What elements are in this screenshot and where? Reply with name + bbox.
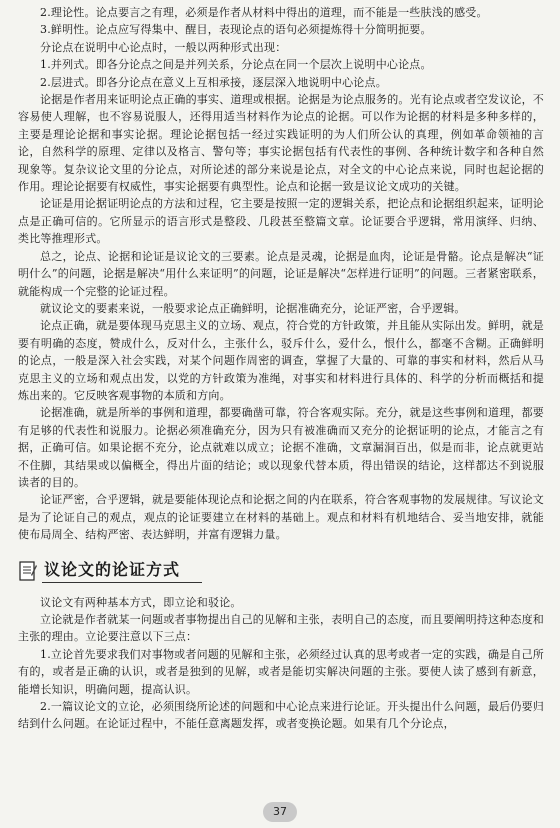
paragraph: 就议论文的要素来说，一般要求论点正确鲜明，论据准确充分，论证严密，合乎逻辑。 [40, 301, 466, 315]
paragraph: 论据是作者用来证明论点正确的事实、道理或根据。论据是为论点服务的。光有论点或者空发议论，不容易使人理解，也不容易说服人，还得用适当材料作为论点的论据。可以作为论据的材料是多种多样的，主要是理论论据和事实论据。理论论据包括一经过实践证明的为人们所公认的真理，例如革命领袖的言论，自然科学的原理、定律以及格言、警句等；事实论据包括有代表性的事例、各种统计数字和各种自然现象等。复杂议论文里的分论点，对所论述的部分来说是论点，对全文的中心论点来说，同时也起论据的作用。理论论据要有权威性，事实论据要有典型性。论点和论据一致是议论文成功的关键。 [18, 93, 544, 194]
paragraph: 1.立论首先要求我们对事物或者问题的见解和主张，必须经过认真的思考或者一定的实践，确是自己所有的，或者是正确的认识，或者是独到的见解，或者是能切实解决问题的主张。要使人读了感到有新意，能增长知识，明确问题，提高认识。 [18, 647, 544, 696]
paragraph: 1.并列式。即各分论点之间是并列关系，分论点在同一个层次上说明中心论点。 [40, 58, 432, 72]
paragraph: 总之，论点、论据和论证是议论文的三要素。论点是灵魂，论据是血肉，论证是骨骼。论点是解决“证明什么”的问题，论据是解决“用什么来证明”的问题，论证是解决“怎样进行证明”的问题。三者紧密联系，就能构成一个完整的论证过程。 [18, 249, 544, 298]
paragraph: 论证严密，合乎逻辑，就是要能体现论点和论据之间的内在联系，符合客观事物的发展规律。写议论文是为了论证自己的观点，观点的论证要建立在材料的基础上。观点和材料有机地结合、妥当地安排，就能使布局周全、结构严密、表达鲜明，并富有逻辑力量。 [18, 493, 544, 542]
paragraph: 2.理论性。论点要言之有理，必须是作者从材料中得出的道理，而不能是一些肤浅的感受。 [40, 6, 488, 19]
notebook-icon [18, 560, 38, 582]
paragraph: 3.鲜明性。论点应写得集中、醒目，表现论点的语句必须提炼得十分简明扼要。 [40, 23, 432, 37]
section-title: 议论文的论证方式 [44, 559, 181, 579]
paragraph: 论点正确，就是要体现马克思主义的立场、观点，符合党的方针政策，并且能从实际出发。鲜明，就是要有明确的态度，赞成什么，反对什么，主张什么，驳斥什么，爱什么，恨什么，都毫不含糊。正确鲜明的论点，一般是深入社会实践，对某个问题作周密的调查，掌握了大量的、可靠的事实和材料，然后从马克思主义的立场和观点出发，以党的方针政策为准绳，对事实和材料进行具体的、科学的分析而概括和提炼出来的。它反映客观事物的本质和方向。 [18, 319, 544, 402]
paragraph: 2.一篇议论文的立论，必须围绕所论述的问题和中心论点来进行论证。开头提出什么问题，最后仍要归结到什么问题。在论证过程中，不能任意离题发挥，或者变换论题。如果有几个分论点， [18, 700, 544, 731]
page-number: 37 [263, 802, 297, 822]
paragraph: 2.层进式。即各分论点在意义上互相承接，逐层深入地说明中心论点。 [40, 75, 387, 89]
paragraph: 立论就是作者就某一问题或者事物提出自己的见解和主张，表明自己的态度，而且要阐明持这种态度和主张的理由。立论要注意以下三点： [18, 613, 544, 644]
heading-underline [42, 582, 202, 583]
paragraph: 分论点在说明中心论点时，一般以两种形式出现： [40, 40, 287, 54]
paragraph: 论据准确，就是所举的事例和道理，都要确凿可靠，符合客观实际。充分，就是这些事例和道理，都要有足够的代表性和说服力。论据必须准确充分，因为只有被准确而又充分的论据证明的论点，才能言之有据，正确可信。如果论据不充分，论点就难以成立；论据不准确，文章漏洞百出，似是而非，论点就更站不住脚，其结果或以偏概全，得出片面的结论；或以现象代替本质，得出错误的结论，这样都达不到说服读者的目的。 [18, 406, 544, 489]
section-heading [18, 558, 544, 584]
page-footer [0, 800, 560, 822]
paragraph: 论证是用论据证明论点的方法和过程，它主要是按照一定的逻辑关系，把论点和论据组织起来，证明论点是正确可信的。它所显示的语言形式是整段、几段甚至整篇文章。论证要合乎逻辑，常用演绎、归纳、类比等推理形式。 [18, 197, 544, 246]
paragraph: 议论文有两种基本方式，即立论和驳论。 [40, 595, 242, 609]
